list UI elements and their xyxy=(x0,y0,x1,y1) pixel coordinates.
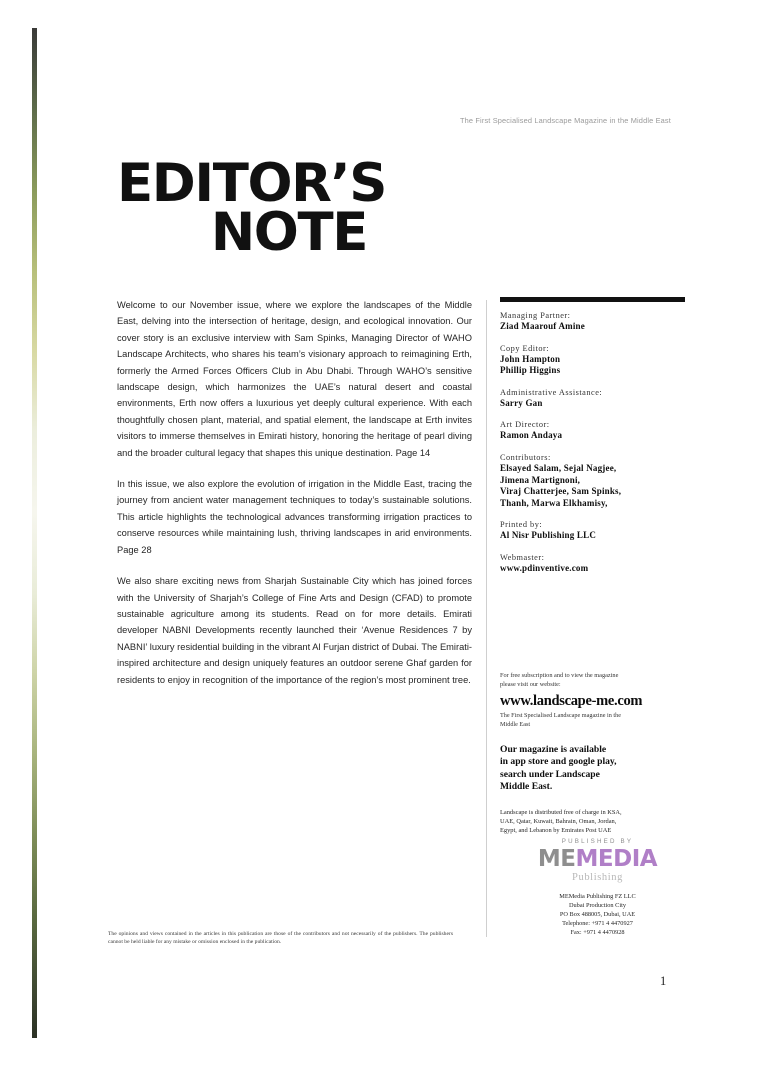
strapline: The First Specialised Landscape Magazine in the Middle East xyxy=(460,116,671,125)
magazine-website-link[interactable]: www.landscape-me.com xyxy=(500,693,643,710)
memedia-logo-me: ME xyxy=(537,846,576,872)
credit-label: Managing Partner: xyxy=(500,311,571,320)
credit-label: Contributors: xyxy=(500,452,551,462)
publisher-address: MEMedia Publishing FZ LLC Dubai Production City PO Box 488005, Dubai, UAE Telephone: +971 4 4470927 Fax: +971 4 4470928 xyxy=(559,893,636,937)
credit-label: Printed by: xyxy=(500,520,543,530)
page-title xyxy=(117,153,387,263)
credit-names: Sarry Gan xyxy=(500,397,543,408)
credit-entry xyxy=(500,453,685,509)
distribution-note: Landscape is distributed free of charge in KSA, UAE, Qatar, Kuwait, Bahrain, Oman, Jordan, Egypt, and Lebanon by Emirates Post UAE xyxy=(500,808,622,835)
credit-entry xyxy=(500,520,685,542)
credit-entry xyxy=(500,344,685,377)
column-divider xyxy=(486,300,487,937)
credit-names: Ziad Maarouf Amine xyxy=(500,321,585,331)
publisher-block xyxy=(500,838,695,937)
disclaimer-text: The opinions and views contained in the articles in this publication are those of the contributors and not necessarily of the publishers. The publishers cannot be held liable for any mistake or omission enclosed in the publication. xyxy=(108,931,453,945)
editors-note-body xyxy=(117,297,472,703)
magazine-tagline: The First Specialised Landscape magazine in the Middle East xyxy=(500,712,621,728)
app-availability-note: Our magazine is available in app store and google play, search under Landscape Middle East. xyxy=(500,744,617,793)
credit-entry xyxy=(500,388,685,410)
credit-names: John Hampton Phillip Higgins xyxy=(500,353,561,376)
credit-entry xyxy=(500,311,685,333)
memedia-logo-subtitle: Publishing xyxy=(572,872,623,883)
credit-label: Copy Editor: xyxy=(500,343,550,353)
published-by-label: PUBLISHED BY xyxy=(561,838,634,845)
credit-names[interactable]: www.pdinventive.com xyxy=(500,562,589,573)
page-spine-gradient xyxy=(32,28,37,1038)
credit-names: Elsayed Salam, Sejal Nagjee, Jimena Martignoni, Viraj Chatterjee, Sam Spinks, Thanh, Marwa Elkhamisy, xyxy=(500,462,622,508)
body-paragraph: In this issue, we also explore the evolution of irrigation in the Middle East, tracing the journey from ancient water management techniques to today’s sustainable solutions. This article highlights the technological advances transforming irrigation practices to conserve resources while maintaining lush, thriving landscapes in arid environments. Page 28 xyxy=(117,479,472,555)
credit-label: Webmaster: xyxy=(500,552,545,562)
credit-names: Al Nisr Publishing LLC xyxy=(500,530,597,541)
body-paragraph: Welcome to our November issue, where we explore the landscapes of the Middle East, delving into the intersection of heritage, design, and ecological innovation. Our cover story is an exclusive interview with Sam Spinks, Managing Director of WAHO Landscape Architects, who shares his team’s visionary approach to reimagining Erth, formerly the Armed Forces Officers Club in Abu Dhabi. Through WAHO’s sensitive landscape design, which harmonizes the UAE’s natural desert and coastal environments, Erth now offers a luxurious yet deeply cultural experience. With each thoughtfully chosen plant, material, and spatial element, the landscape at Erth invites visitors to immerse themselves in Emirati history, honoring the heritage of pearl diving and the broader cultural legacy that shapes this unique destination. Page 14 xyxy=(117,300,472,458)
subscription-intro: For free subscription and to view the magazine please visit our website: xyxy=(500,672,619,688)
credits-top-rule xyxy=(500,297,685,302)
credit-entry xyxy=(500,553,685,575)
credit-entry xyxy=(500,420,685,442)
page-number: 1 xyxy=(660,974,667,988)
memedia-logo xyxy=(500,848,695,871)
page-title-line-2: NOTE xyxy=(210,201,367,263)
subscription-block xyxy=(500,672,695,835)
credit-label: Administrative Assistance: xyxy=(500,387,603,397)
masthead-credits xyxy=(500,297,685,586)
page-title-line-1: EDITOR’S xyxy=(117,153,387,214)
credit-names: Ramon Andaya xyxy=(500,430,563,441)
body-paragraph: We also share exciting news from Sharjah Sustainable City which has joined forces with the University of Sharjah’s College of Fine Arts and Design (CFAD) to promote sustainable agriculture among its students. Read on for more details. Emirati developer NABNI Developments recently launched their ‘Avenue Residences 7 by NABNI’ luxury residential building in the vibrant Al Furjan district of Dubai. The Emirati-inspired architecture and design uniquely features an outdoor serene Ghaf garden for residents to enjoy in recognition of the importance of the region’s most prominent tree. xyxy=(117,576,472,685)
credit-label: Art Director: xyxy=(500,420,550,430)
memedia-logo-media: MEDIA xyxy=(575,846,658,872)
